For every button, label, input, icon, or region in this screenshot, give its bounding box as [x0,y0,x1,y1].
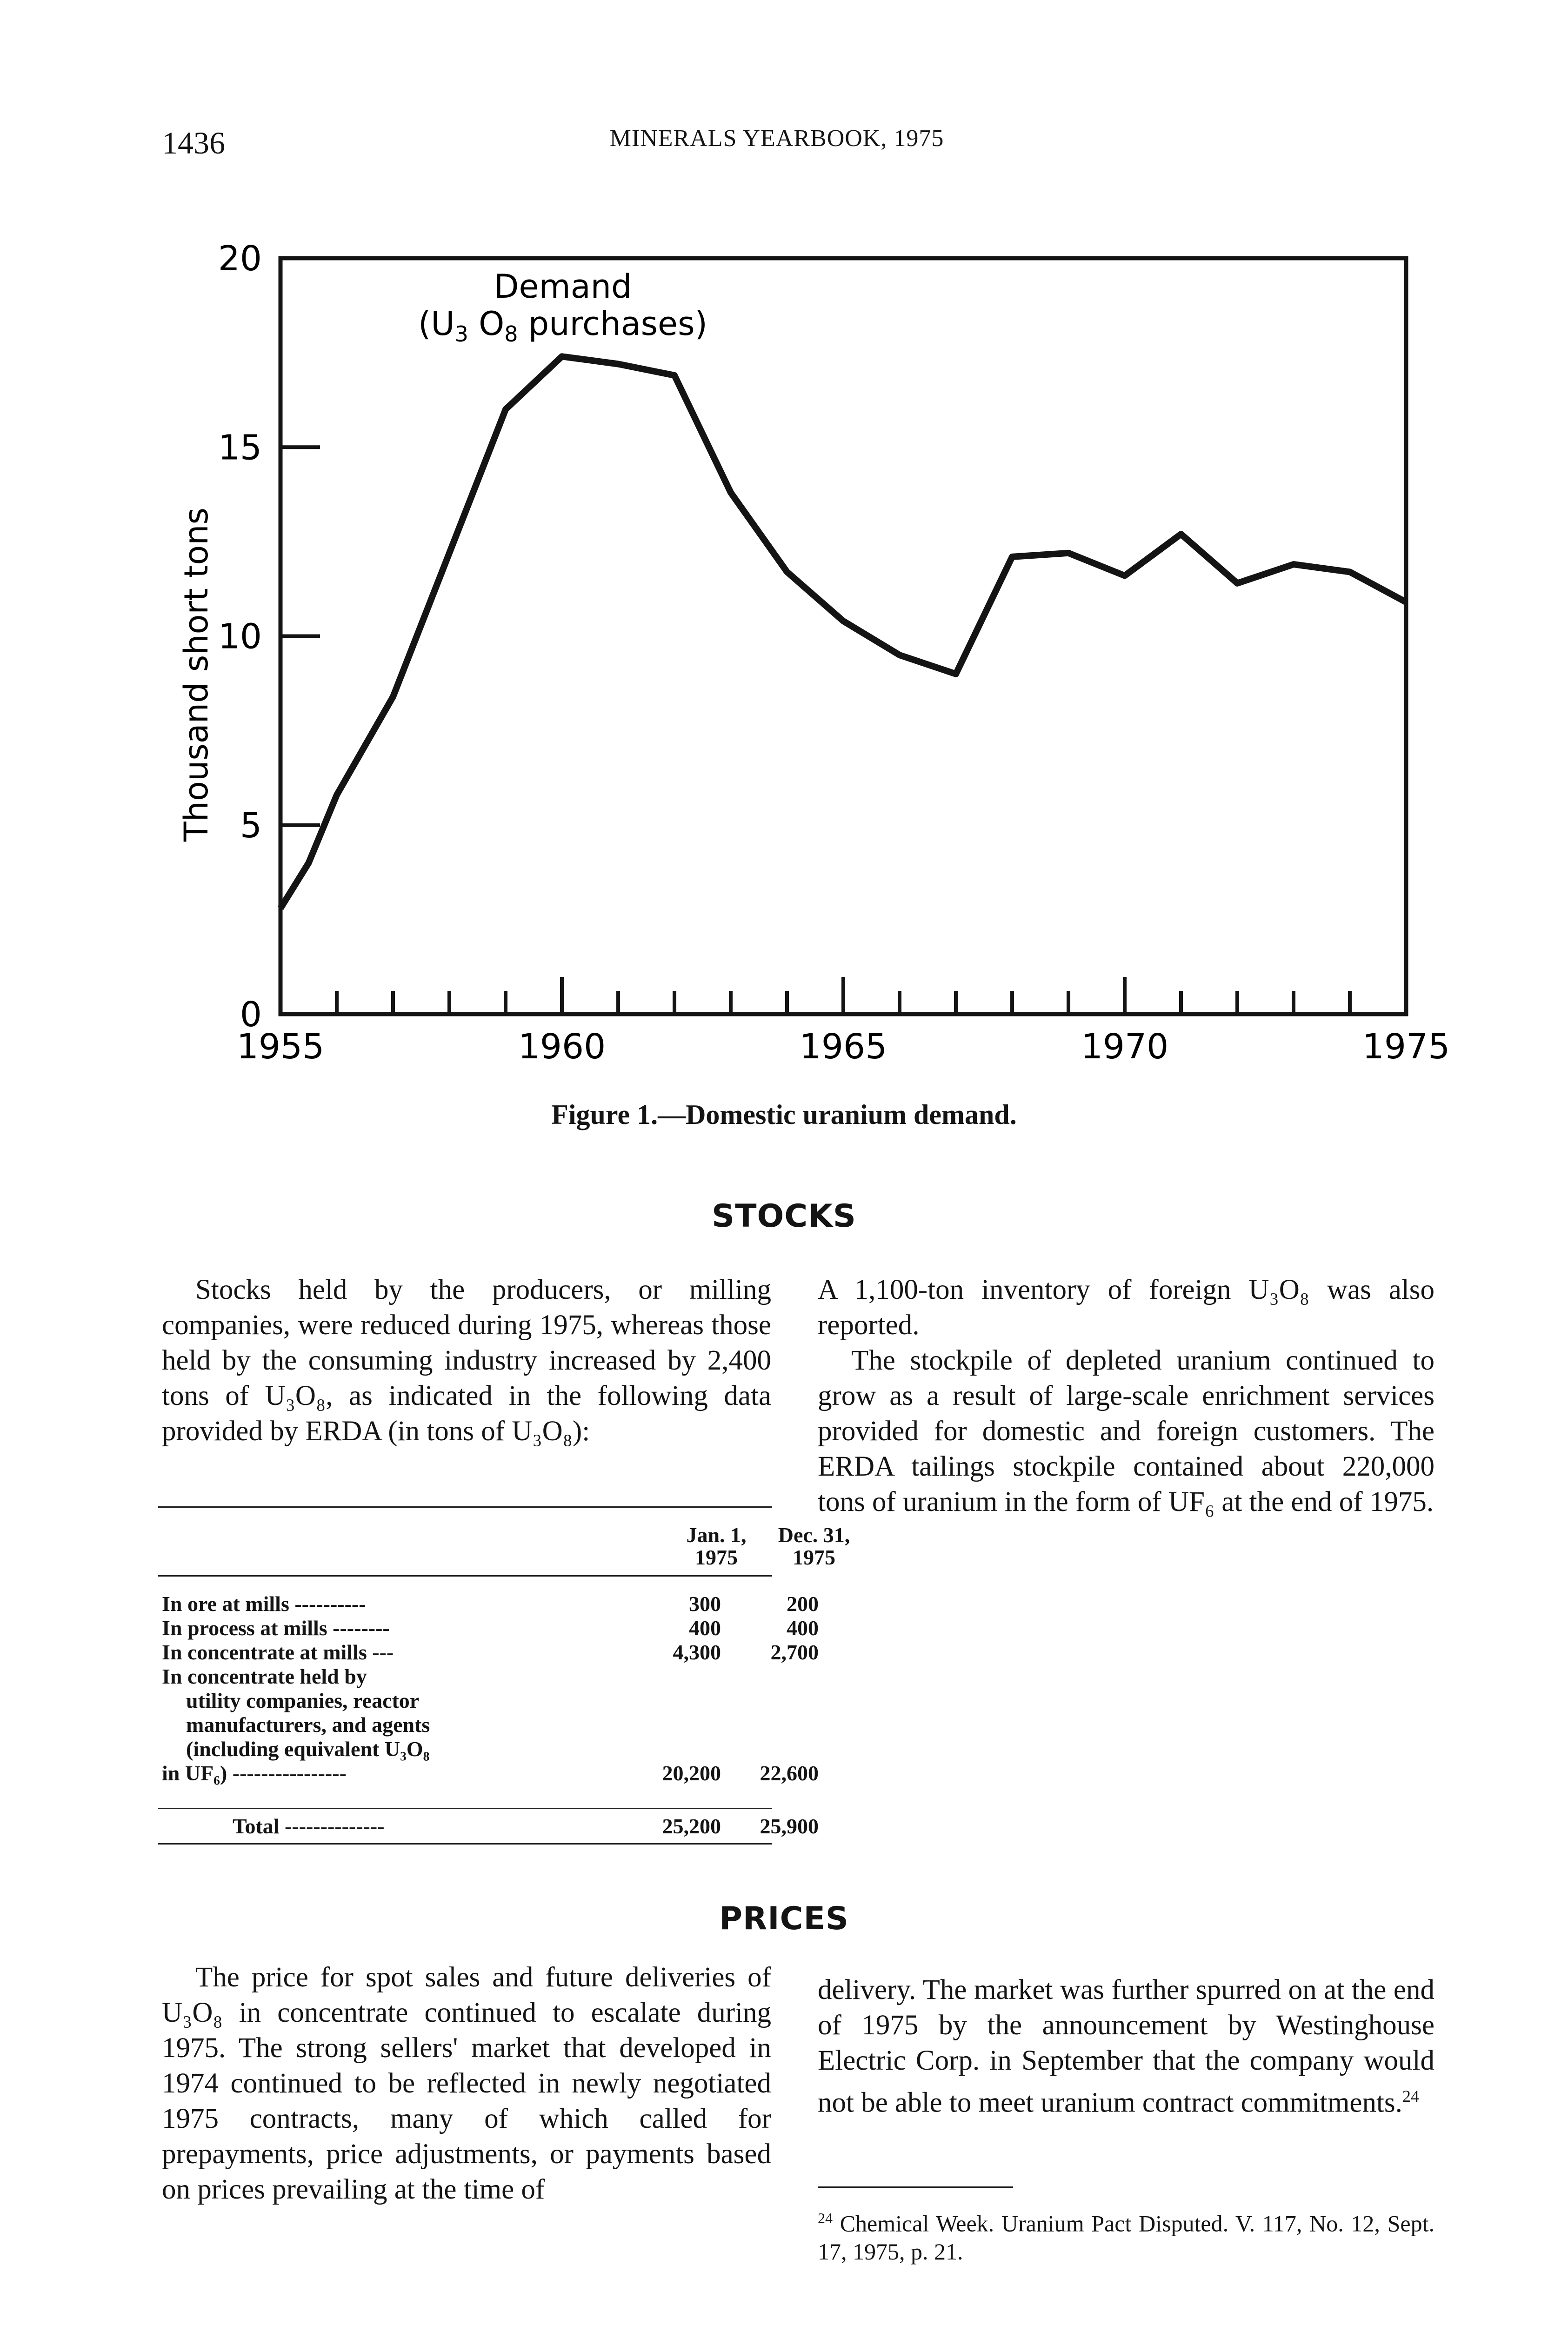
demand-data-point [449,553,450,554]
demand-data-point [955,674,956,675]
x-axis-ticks [237,977,1450,1067]
table-row [158,1592,819,1616]
table-header-jan [670,1524,763,1569]
footnote [818,2204,1435,2266]
prices-heading: PRICES [719,1900,849,1937]
y-tick-label: 10 [218,616,262,657]
demand-data-point [730,492,731,493]
table-row [158,1640,819,1664]
table-row [158,1665,772,1688]
table-row-label: In process at mills -------- [162,1616,390,1640]
table-bottom-rule [158,1843,772,1845]
y-tick-label: 15 [218,428,262,468]
table-cell-dec: 400 [787,1616,819,1640]
footnote-marker: 24 [818,2210,833,2226]
table-row-label: In concentrate held by [162,1664,367,1688]
stocks-heading: STOCKS [712,1198,856,1235]
demand-data-point [843,621,844,622]
x-tick-label: 1965 [799,1027,887,1067]
demand-data-point [280,908,281,909]
table-header-dec-line2: 1975 [793,1545,835,1569]
stocks-foreign-inventory-paragraph: A 1,100-ton inventory of foreign U₃O₈ was also reported. [818,1274,1435,1341]
demand-data-point [1124,575,1125,576]
table-row-label: manufacturers, and agents [186,1713,430,1737]
chart-frame [280,258,1406,1014]
table-cell-dec: 2,700 [770,1640,819,1664]
table-total-dec: 25,900 [760,1814,819,1838]
table-header-jan-line1: Jan. 1, [686,1523,747,1547]
table-row-label: utility companies, reactor [186,1689,420,1712]
table-header-rule [158,1575,772,1577]
table-cell-jan: 300 [689,1592,721,1616]
x-tick-label: 1955 [236,1027,325,1067]
demand-data-point [1293,564,1294,565]
demand-data-point [505,409,506,410]
demand-data-point [1349,571,1350,572]
table-row-label: In ore at mills ---------- [162,1592,366,1616]
table-row [158,1761,819,1785]
table-row-label: in UF₆) ---------------- [162,1761,347,1785]
demand-data-point [308,862,309,863]
table-total-row [158,1814,819,1838]
x-tick-label: 1975 [1362,1027,1450,1067]
demand-series-line [280,356,1406,908]
table-cell-jan: 400 [689,1616,721,1640]
demand-annotation: Demand [494,267,632,306]
y-tick-label: 5 [240,805,262,846]
demand-annotation-formula: ($U_3$ $O_8$ purchases) [418,305,707,347]
y-tick-label: 0 [240,995,262,1035]
table-row [158,1616,819,1640]
plot-border [280,258,1406,1014]
table-total-jan: 25,200 [662,1814,721,1838]
y-axis-label: Thousand short tons [177,508,215,842]
table-row-label: In concentrate at mills --- [162,1640,394,1664]
series-layer [280,356,1407,909]
demand-data-point [674,375,675,376]
prices-paragraph: The price for spot sales and future deliveries of U₃O₈ in concentrate continued to escalate during 1975. The strong sellers' market that developed in 1974 continued to be reflected in newly negotiated 1975 contracts, many of which called for prepayments, price adjustments, or payments based on prices prevailing at the time of [162,1962,771,2205]
table-cell-dec: 200 [787,1592,819,1616]
demand-data-point [561,356,562,357]
table-header-dec-line1: Dec. 31, [778,1523,850,1547]
table-row-label: (including equivalent U₃O₈ [186,1737,430,1761]
table-total-label: Total -------------- [233,1814,385,1838]
demand-data-point [1012,556,1013,557]
y-axis-ticks [218,239,320,1035]
prices-continued-text: delivery. The market was further spurred on at the end of 1975 by the announcement by Westinghouse Electric Corp. in September that the company would not be able to meet uranium contract commitments. [818,1974,1435,2119]
table-header-dec [767,1524,861,1569]
y-tick-label: 20 [218,239,262,279]
demand-data-point [393,696,394,697]
table-total-rule [158,1808,772,1809]
x-tick-label: 1970 [1081,1027,1169,1067]
demand-chart [0,0,1568,1089]
table-row [158,1714,772,1736]
footnote-text: Chemical Week. Uranium Pact Disputed. V. 117, No. 12, Sept. 17, 1975, p. 21. [818,2210,1435,2265]
stocks-paragraph: Stocks held by the producers, or milling companies, were reduced during 1975, whereas those held by the consuming industry increased by 2,400 tons of U₃O₈, as indicated in the following data provided by ERDA (in tons of U₃O₈): [162,1274,771,1447]
table-top-rule [158,1506,772,1508]
demand-data-point [1237,583,1238,584]
x-tick-label: 1960 [518,1027,606,1067]
prices-continued-paragraph [818,1972,1435,2120]
table-cell-jan: 20,200 [662,1761,721,1785]
table-row [158,1690,772,1712]
table-cell-dec: 22,600 [760,1761,819,1785]
table-header-jan-line2: 1975 [695,1545,738,1569]
stocks-depleted-uranium-paragraph: The stockpile of depleted uranium continued to grow as a result of large-scale enrichment services provided for domestic and foreign customers. The ERDA tailings stockpile contained about 220,000 tons of uranium in the form of UF₆ at the end of 1975. [818,1345,1435,1517]
page-number: 1436 [162,125,225,160]
footnote-reference: 24 [1402,2087,1419,2105]
footnote-rule [818,2186,1013,2188]
demand-data-point [1068,553,1069,554]
table-cell-jan: 4,300 [673,1640,721,1664]
table-row [158,1738,772,1760]
demand-data-point [618,364,619,365]
figure-caption: Figure 1.—Domestic uranium demand. [551,1099,1017,1130]
running-title: MINERALS YEARBOOK, 1975 [609,125,944,152]
